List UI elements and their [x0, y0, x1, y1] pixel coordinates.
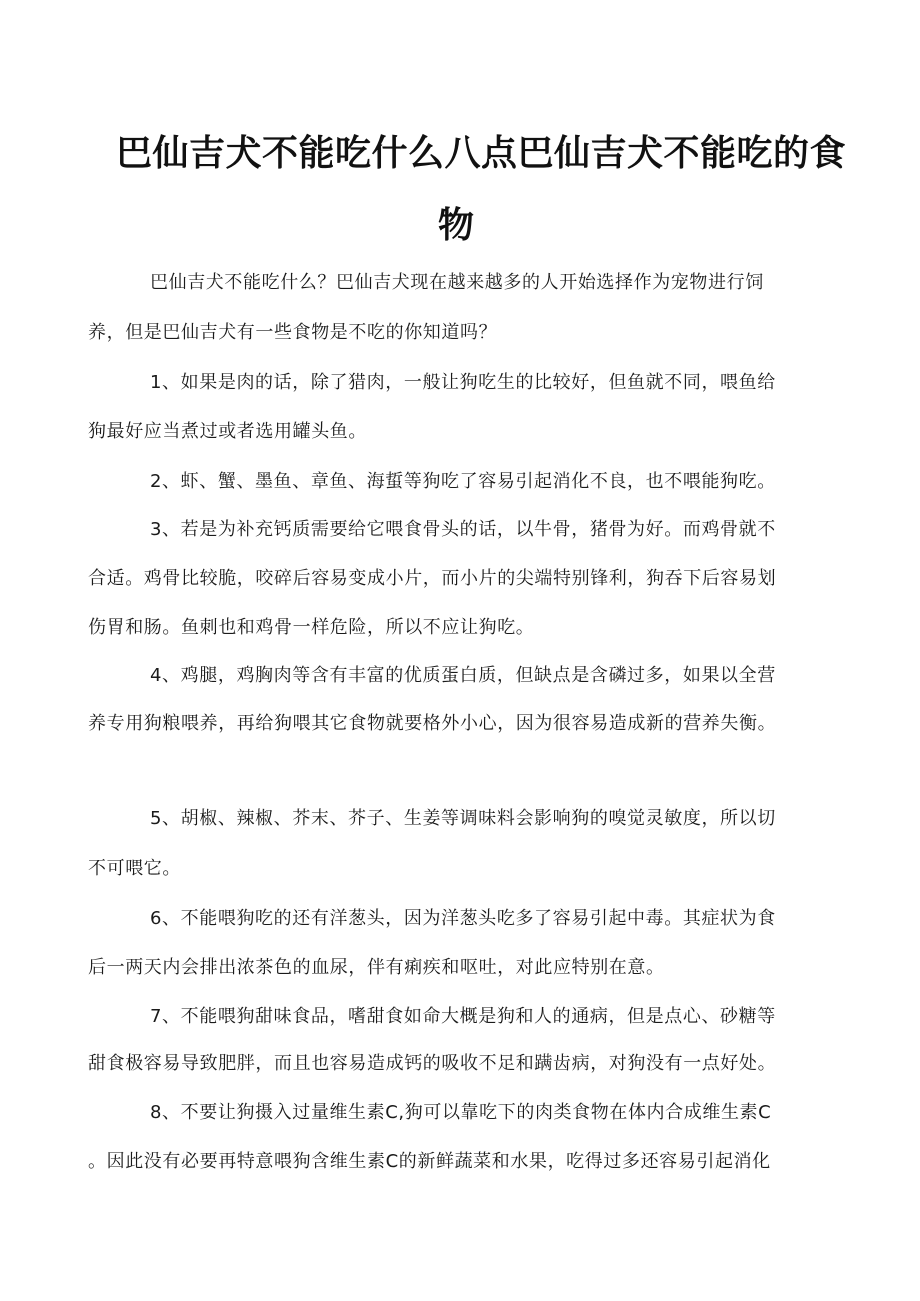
intro-line-2: 养，但是巴仙吉犬有一些食物是不吃的你知道吗？	[88, 322, 498, 343]
item-3-line-2: 合适。鸡骨比较脆，咬碎后容易变成小片，而小片的尖端特别锋利，狗吞下后容易划	[88, 568, 777, 589]
item-7-line-2: 甜食极容易导致肥胖，而且也容易造成钙的吸收不足和蹒齿病，对狗没有一点好处。	[88, 1053, 777, 1074]
item-7-line-1: 7、不能喂狗甜味食品，嗜甜食如命大概是狗和人的通病，但是点心、砂糖等	[150, 1006, 776, 1027]
item-5-line-1: 5、胡椒、辣椒、芥末、芥子、生姜等调味料会影响狗的嗅觉灵敏度，所以切	[150, 808, 776, 829]
item-2-line-1: 2、虾、蟹、墨鱼、章鱼、海蜇等狗吃了容易引起消化不良，也不喂能狗吃。	[150, 471, 776, 492]
item-1-line-1: 1、如果是肉的话，除了猎肉，一般让狗吃生的比较好，但鱼就不同，喂鱼给	[150, 372, 776, 393]
item-3-line-1: 3、若是为补充钙质需要给它喂食骨头的话，以牛骨，猪骨为好。而鸡骨就不	[150, 519, 776, 540]
item-4-line-1: 4、鸡腿，鸡胸肉等含有丰富的优质蛋白质，但缺点是含磷过多，如果以全营	[150, 665, 776, 686]
item-5-line-2: 不可喂它。	[88, 858, 181, 879]
document-title-line-1: 巴仙吉犬不能吃什么八点巴仙吉犬不能吃的食	[116, 133, 847, 174]
item-8-line-2: 。因此没有必要再特意喂狗含维生素C的新鲜蔬菜和水果，吃得过多还容易引起消化	[88, 1151, 771, 1172]
item-4-line-2: 养专用狗粮喂养，再给狗喂其它食物就要格外小心，因为很容易造成新的营养失衡。	[88, 713, 777, 734]
item-3-line-3: 伤胃和肠。鱼刺也和鸡骨一样危险，所以不应让狗吃。	[88, 617, 535, 638]
item-6-line-2: 后一两天内会排出浓茶色的血尿，伴有痢疾和呕吐，对此应特别在意。	[88, 957, 665, 978]
item-6-line-1: 6、不能喂狗吃的还有洋葱头，因为洋葱头吃多了容易引起中毒。其症状为食	[150, 908, 776, 929]
intro-line-1: 巴仙吉犬不能吃什么？巴仙吉犬现在越来越多的人开始选择作为宠物进行饲	[150, 272, 764, 293]
item-8-line-1: 8、不要让狗摄入过量维生素C,狗可以靠吃下的肉类食物在体内合成维生素C	[150, 1102, 772, 1123]
item-1-line-2: 狗最好应当煮过或者选用罐头鱼。	[88, 421, 367, 442]
document-title-line-2: 物	[438, 205, 475, 246]
